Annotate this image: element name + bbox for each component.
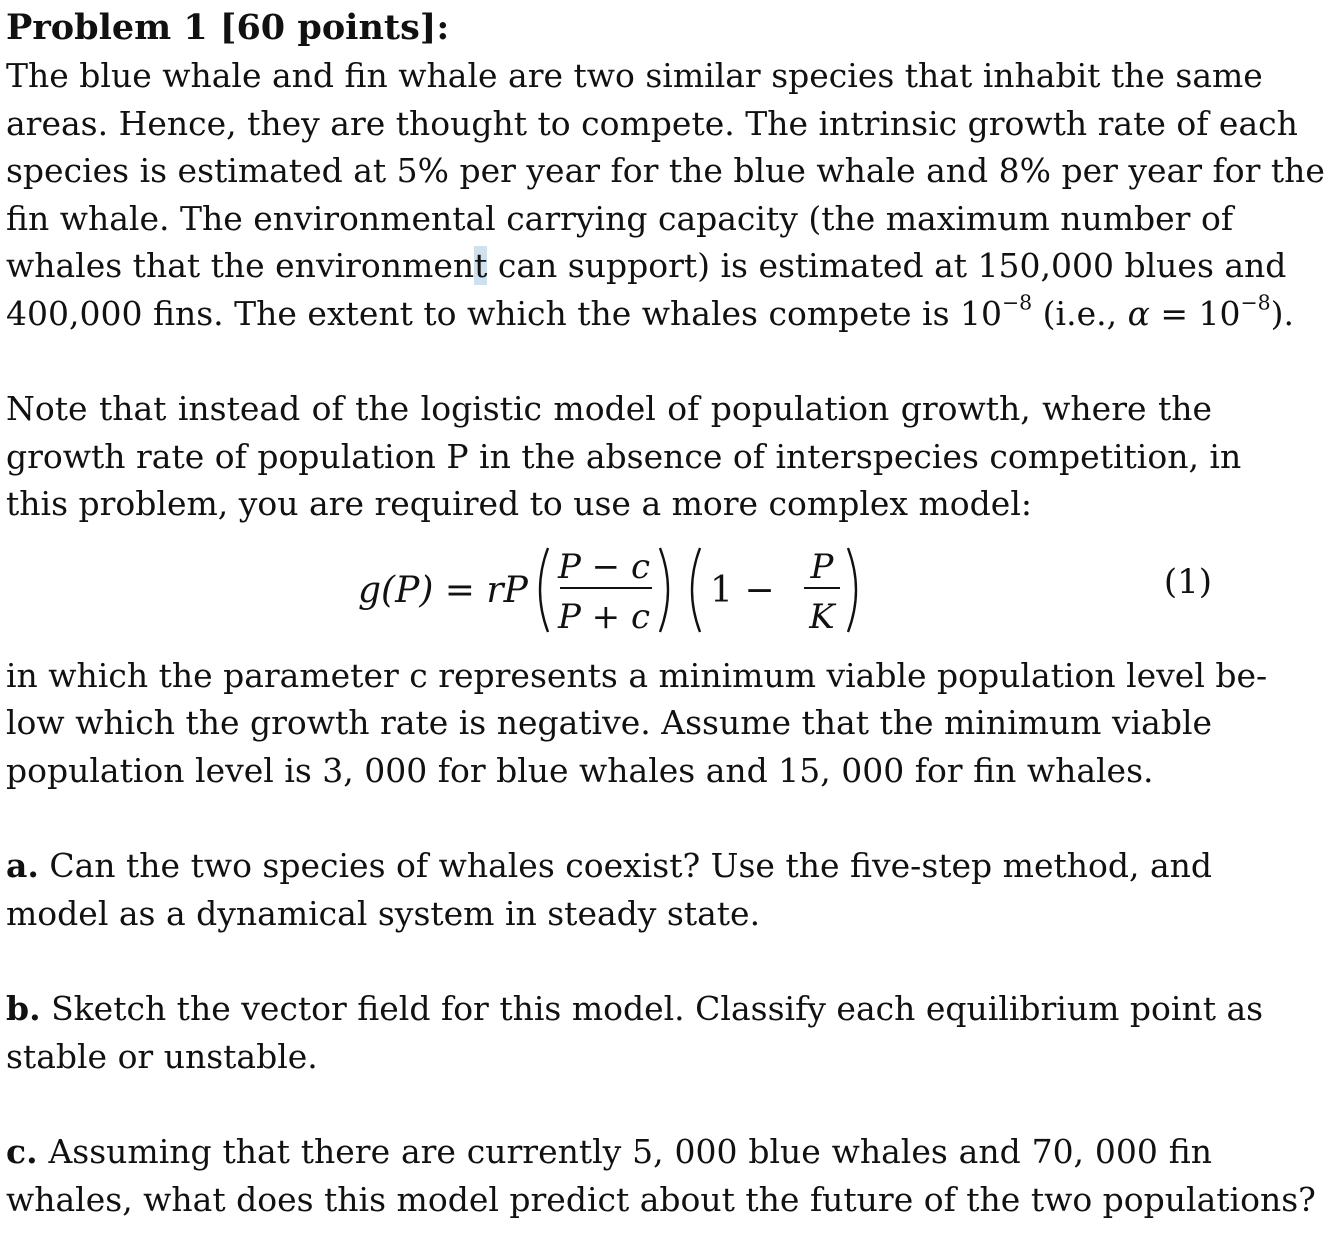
question-b-text-1: Sketch the vector field for this model. Classify each equilibrium point as — [40, 989, 1264, 1028]
question-b-line-2: stable or unstable. — [6, 1036, 318, 1076]
intro-line: fin whale. The environmental carrying capacity (the maximum number of — [6, 198, 1234, 238]
note-line: growth rate of population P in the absence of interspecies competition, in — [6, 436, 1242, 476]
intro-line: The blue whale and fin whale are two similar species that inhabit the same — [6, 56, 1263, 95]
frac1-denominator: P + c — [557, 596, 651, 637]
question-a-line-2: model as a dynamical system in steady state. — [6, 893, 761, 933]
note-line: this problem, you are required to use a more complex model: — [6, 484, 1032, 523]
question-c-label: c. — [6, 1132, 38, 1171]
question-b-line-1 — [6, 985, 1264, 1033]
intro-exponent-b: −8 — [1240, 290, 1271, 315]
paren-left-1 — [540, 548, 548, 632]
intro-line: areas. Hence, they are thought to compete. The intrinsic growth rate of each — [6, 103, 1298, 143]
intro-exponent-a: −8 — [1002, 290, 1033, 315]
question-b — [6, 985, 1264, 1080]
paren-left-2 — [692, 548, 700, 632]
eq-lhs: g(P) = rP — [358, 569, 528, 611]
question-c-line-2: whales, what does this model predict about the future of the two populations? — [6, 1179, 1316, 1219]
paren-right-1 — [660, 548, 668, 632]
problem-page — [6, 0, 1325, 1223]
question-a-line-1 — [6, 842, 1212, 890]
after-equation-paragraph — [6, 652, 1268, 795]
after-line: population level is 3, 000 for blue whales and 15, 000 for fin whales. — [6, 750, 1154, 790]
question-c-line-1 — [6, 1128, 1212, 1176]
question-c — [6, 1128, 1316, 1223]
question-c-text-1: Assuming that there are currently 5, 000 blue whales and 70, 000 fin — [37, 1132, 1212, 1171]
question-a-text-1: Can the two species of whales coexist? Use the five-step method, and — [38, 846, 1213, 885]
paren-right-2 — [848, 548, 856, 632]
intro-paragraph — [6, 52, 1325, 337]
intro-line: species is estimated at 5% per year for the blue whale and 8% per year for the — [6, 151, 1325, 190]
question-b-label: b. — [6, 989, 41, 1028]
problem-title: Problem 1 [60 points]: — [6, 7, 450, 48]
note-line: Note that instead of the logistic model of population growth, where the — [6, 389, 1212, 428]
after-line: low which the growth rate is negative. Assume that the minimum viable — [6, 703, 1213, 742]
equation-1 — [6, 528, 1212, 652]
intro-last-text-b: (i.e., — [1032, 293, 1128, 333]
selection-highlight: t — [474, 246, 488, 285]
note-paragraph — [6, 385, 1242, 528]
intro-line-with-highlight: whales that the environment can support) is estimated at 150,000 blues and — [6, 246, 1287, 285]
question-a-label: a. — [6, 846, 39, 885]
intro-last-text-a: 400,000 fins. The extent to which the whales compete is 10 — [6, 293, 1003, 333]
question-a — [6, 842, 1212, 937]
frac1-numerator: P − c — [557, 546, 651, 587]
alpha-symbol: α — [1127, 293, 1150, 333]
equation-number: (1) — [1163, 561, 1212, 602]
intro-last-text-c: = 10 — [1149, 293, 1241, 333]
intro-line-last — [6, 290, 1295, 338]
intro-last-text-d: ). — [1270, 293, 1295, 333]
frac2-denominator: K — [809, 596, 835, 637]
after-line: in which the parameter c represents a minimum viable population level be- — [6, 655, 1268, 695]
eq-one-minus: 1 − — [710, 569, 775, 611]
frac2-numerator: P — [810, 546, 834, 587]
equation-formula — [356, 528, 916, 652]
